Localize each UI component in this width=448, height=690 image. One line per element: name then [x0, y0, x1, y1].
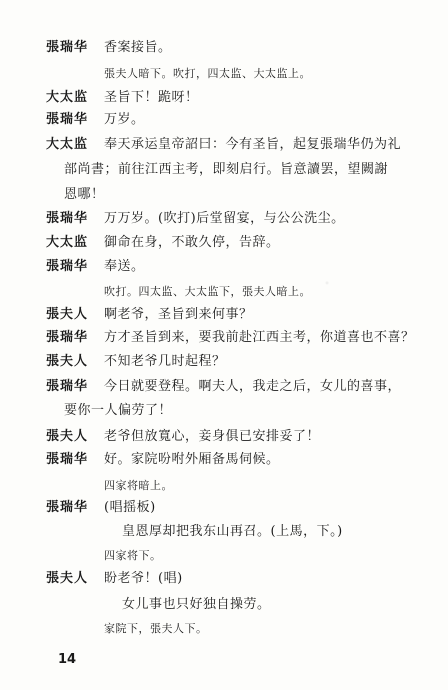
speech-text: 方才圣旨到来，要我前赴江西主考，你道喜也不喜？	[104, 330, 415, 345]
speaker-name: 張瑞华	[46, 500, 89, 515]
speech-text: (唱摇板)	[104, 500, 156, 515]
speech-text: 奉送。	[104, 259, 145, 274]
verse-text: 女儿事也只好独自操劳。	[122, 597, 271, 612]
speaker-name: 張瑞华	[46, 112, 89, 127]
speech-text: 香案接旨。	[104, 40, 172, 55]
speaker-name: 張夫人	[46, 571, 89, 586]
speaker-name: 張瑞华	[46, 330, 89, 345]
stage-direction-text: 吹打。四太监、大太监下，張夫人暗上。	[104, 285, 311, 298]
speech-text: 奉天承运皇帝詔曰：今有圣旨，起复張瑞华仍为礼	[104, 137, 402, 152]
page-number: 14	[58, 652, 77, 667]
speaker-name: 大太监	[46, 137, 89, 152]
speech-continuation-text: 要你一人偏劳了！	[64, 403, 173, 418]
stage-direction-text: 四家将下。	[104, 549, 162, 562]
speaker-name: 大太监	[46, 235, 89, 250]
speaker-name: 張瑞华	[46, 259, 89, 274]
stage-direction-text: 家院下，張夫人下。	[104, 622, 208, 635]
speech-text: 圣旨下！跪呀！	[104, 90, 199, 105]
speech-text: 好。家院吩咐外厢备馬伺候。	[104, 452, 280, 467]
speech-text: 御命在身，不敢久停，告辞。	[104, 235, 280, 250]
speech-text: 老爷但放寬心，妾身俱已安排妥了！	[104, 429, 321, 444]
speech-continuation-text: 部尚書；前往江西主考，即刻启行。旨意讀罢，望闕謝	[64, 162, 389, 177]
speaker-name: 張夫人	[46, 429, 89, 444]
speaker-name: 張夫人	[46, 354, 89, 369]
speaker-name: 張瑞华	[46, 211, 89, 226]
speech-continuation-text: 恩哪！	[64, 187, 105, 202]
speaker-name: 張瑞华	[46, 40, 89, 55]
speaker-name: 張瑞华	[46, 379, 89, 394]
speaker-name: 大太监	[46, 90, 89, 105]
speech-text: 今日就要登程。啊夫人，我走之后，女儿的喜事，	[104, 379, 402, 394]
stage-direction-text: 四家将暗上。	[104, 479, 173, 492]
verse-text: 皇恩厚却把我东山再召。(上馬，下。)	[122, 524, 343, 539]
speech-text: 万岁。	[104, 112, 145, 127]
speaker-name: 張瑞华	[46, 452, 89, 467]
speech-text: 啊老爷，圣旨到来何事？	[104, 307, 253, 322]
speech-text: 盼老爷！(唱)	[104, 571, 183, 586]
speech-text: 万万岁。(吹打)后堂留宴，与公公洗尘。	[104, 211, 345, 226]
speech-text: 不知老爷几时起程？	[104, 354, 226, 369]
stage-direction-text: 張夫人暗下。吹打，四太监、大太监上。	[104, 67, 311, 80]
speaker-name: 張夫人	[46, 307, 89, 322]
